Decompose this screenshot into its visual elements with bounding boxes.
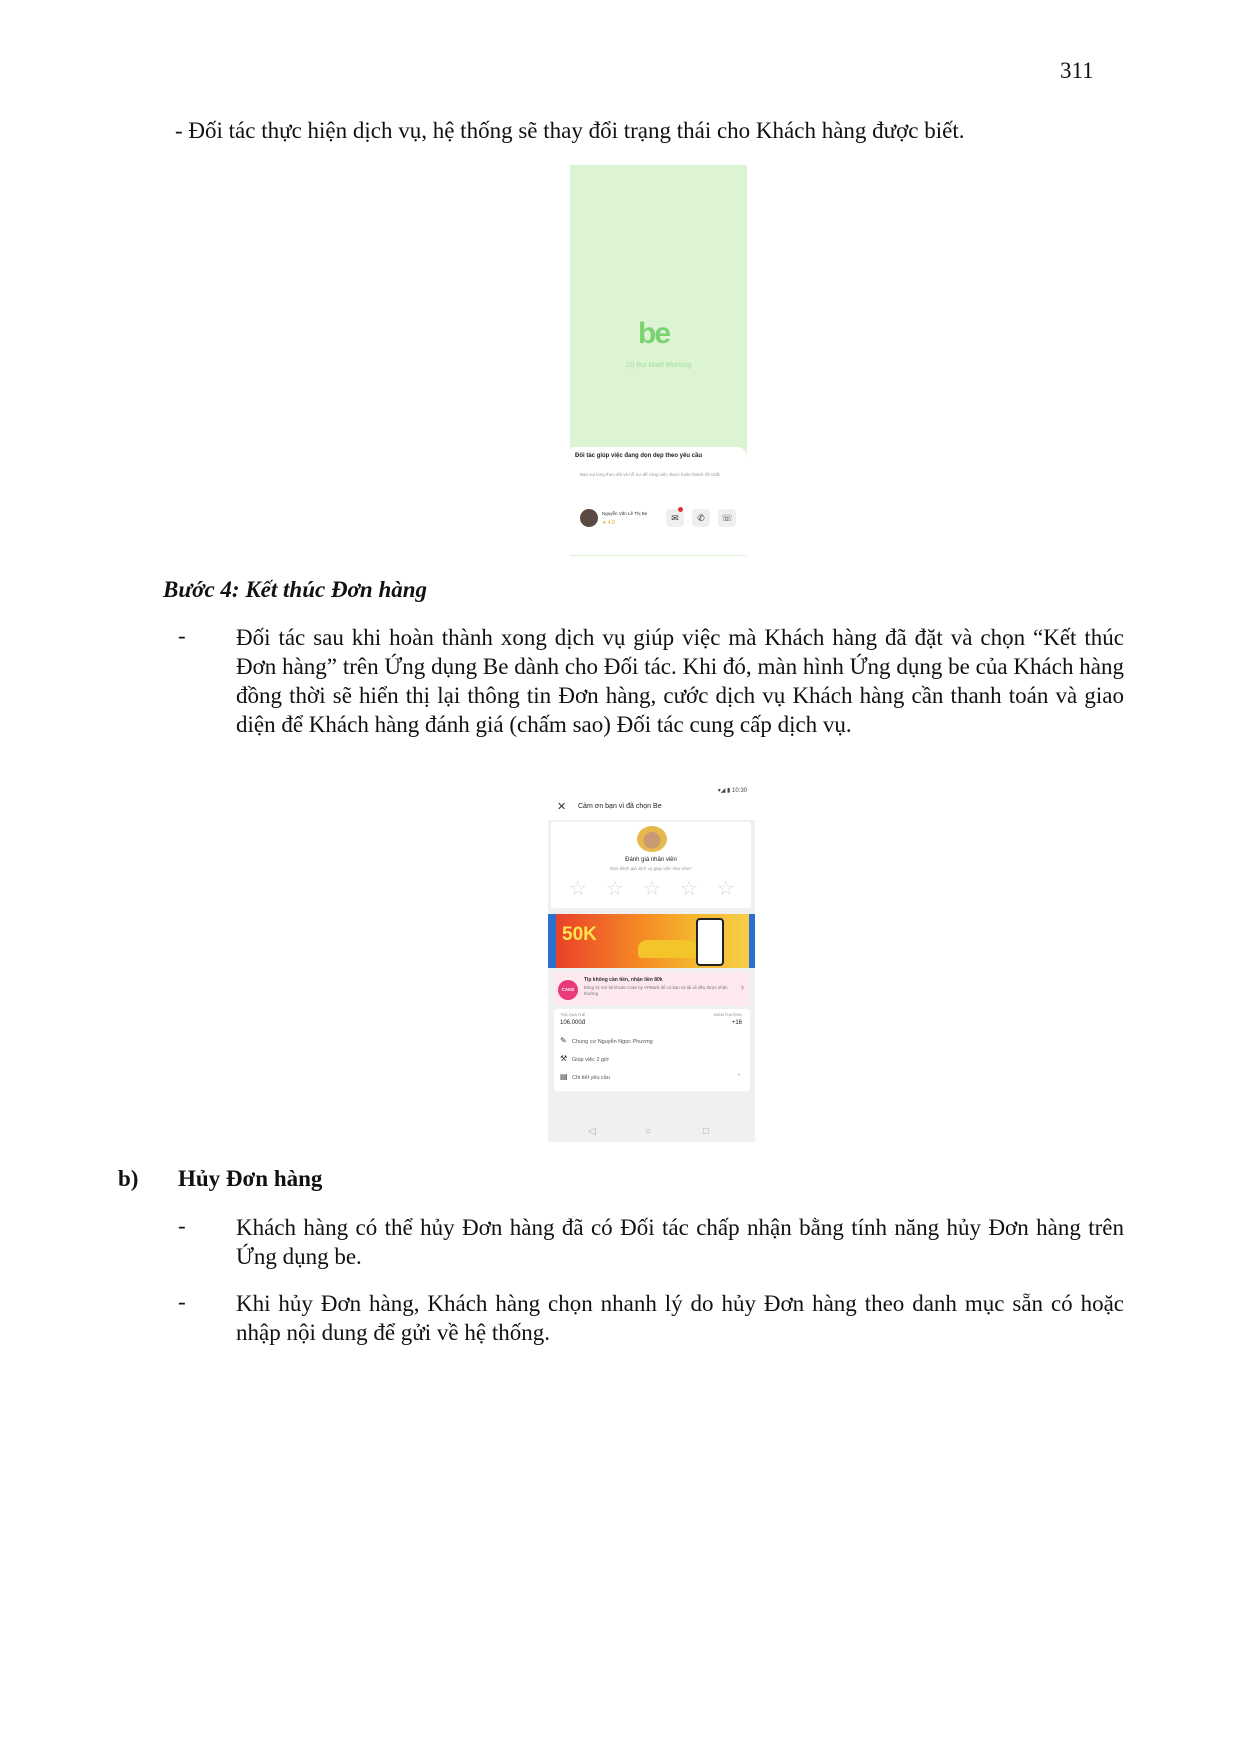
section-b-heading: Hủy Đơn hàng [178, 1166, 323, 1191]
chat-icon[interactable]: ✉ [666, 509, 684, 527]
phone-icon[interactable]: ☏ [718, 509, 736, 527]
chevron-right-icon: › [738, 1072, 740, 1078]
reward-label: ĐIỂM THƯỞNG [714, 1013, 742, 1017]
section-b-label: b) [118, 1166, 139, 1191]
screen-title: Cảm ơn bạn vì đã chọn Be [578, 803, 662, 810]
call-app-icon[interactable]: ✆ [692, 509, 710, 527]
promo-banner[interactable] [548, 914, 755, 968]
banner-right-edge [749, 914, 755, 968]
details-row[interactable] [560, 1072, 740, 1081]
broom-icon: ⚒ [560, 1054, 568, 1063]
promo-title: Tip không cần tiền, nhận liền 80k [584, 977, 663, 983]
service-text: Giúp việc 2 giờ [572, 1057, 609, 1063]
section-b-bullet-2: Khi hủy Đơn hàng, Khách hàng chọn nhanh lý do hủy Đơn hàng theo danh mục sẵn có hoặc nhập nội dung để gửi về hệ thống. [236, 1291, 1124, 1345]
service-row [560, 1054, 609, 1063]
step4-heading: Bước 4: Kết thúc Đơn hàng [163, 577, 428, 602]
status-card [570, 447, 747, 555]
card-title: Đối tác giúp việc đang dọn dẹp theo yêu cầu [575, 453, 703, 459]
star-4-icon[interactable]: ☆ [680, 878, 698, 900]
step4-text: Đối tác sau khi hoàn thành xong dịch vụ giúp việc mà Khách hàng đã đặt và chọn “Kết thúc Đơn hàng” trên Ứng dụng Be dành cho Đối tác. Khi đó, màn hình Ứng dụng be của Khách hàng đồng thời sẽ hiển thị lại thông tin Đơn hàng, cước dịch vụ Khách hàng cần thanh toán và giao diện để Khách hàng đánh giá (chấm sao) Đối tác cung cấp dịch vụ. [236, 625, 1124, 737]
phone-illustration [696, 918, 724, 966]
chevron-right-icon: › [741, 982, 744, 992]
cake-promo[interactable] [554, 972, 750, 1006]
order-info-card [554, 1009, 750, 1091]
android-nav-bar [548, 1124, 755, 1142]
status-subtitle: (2) Bui Maid Working [625, 362, 692, 369]
partner-name: Nguyễn Văn Lê Thị Be [602, 511, 648, 516]
star-5-icon[interactable]: ☆ [717, 878, 735, 900]
card-description: Bạn vui lòng theo dõi và hỗ trợ để công việc được hoàn thành tốt nhất [580, 472, 720, 477]
top-bar [548, 784, 755, 820]
back-icon[interactable]: ◁ [588, 1126, 596, 1137]
star-1-icon[interactable]: ☆ [569, 878, 587, 900]
section-b-bullet-1: Khách hàng có thể hủy Đơn hàng đã có Đối tác chấp nhận bằng tính năng hủy Đơn hàng trên Ứng dụng be. [236, 1215, 1124, 1269]
partner-rating: ★ 4.9 [602, 520, 615, 526]
car-illustration [638, 940, 702, 958]
close-icon[interactable]: ✕ [557, 801, 567, 813]
cake-logo: CAKE [558, 980, 578, 1000]
payment-value: 106.000đ [560, 1020, 586, 1026]
banner-left-edge [548, 914, 556, 968]
promo-description: Đăng ký mở tài khoản Cake by VPBank để có bạn và tài xế đều được nhận thưởng [584, 985, 728, 996]
banner-text: 50K [562, 924, 597, 945]
section-b-bullet-2-dash: - [178, 1289, 186, 1314]
intro-text: - Đối tác thực hiện dịch vụ, hệ thống sẽ thay đổi trạng thái cho Khách hàng được biết. [175, 118, 965, 143]
recents-icon[interactable]: □ [703, 1126, 710, 1137]
partner-avatar [637, 826, 667, 852]
address-text: Chung cư Nguyễn Ngọc Phương [572, 1039, 653, 1045]
notification-dot [678, 507, 683, 512]
step4-bullet: - [178, 623, 186, 648]
partner-avatar [580, 509, 598, 527]
rating-subtitle: Bạn đánh giá dịch vụ giúp việc như nào? [610, 866, 692, 871]
home-icon[interactable]: ○ [645, 1126, 652, 1137]
star-3-icon[interactable]: ☆ [643, 878, 661, 900]
location-icon: ✎ [560, 1036, 567, 1045]
page-number: 311 [1060, 58, 1094, 83]
partner-working-screenshot [570, 165, 747, 556]
rating-title: Đánh giá nhân viên [625, 857, 677, 863]
status-bar: ▾◢ ▮ 10:30 [717, 788, 747, 794]
details-text: Chi tiết yêu cầu [572, 1075, 610, 1081]
be-logo: be [638, 317, 670, 350]
list-icon: ▤ [560, 1072, 568, 1081]
rating-card [551, 822, 751, 908]
section-b-bullet-1-dash: - [178, 1213, 186, 1238]
address-row [560, 1036, 653, 1045]
payment-label: TRẢ QUA THẺ [560, 1013, 586, 1017]
reward-value: +16 [731, 1020, 742, 1026]
star-2-icon[interactable]: ☆ [606, 878, 624, 900]
order-finished-screenshot [548, 784, 755, 1142]
